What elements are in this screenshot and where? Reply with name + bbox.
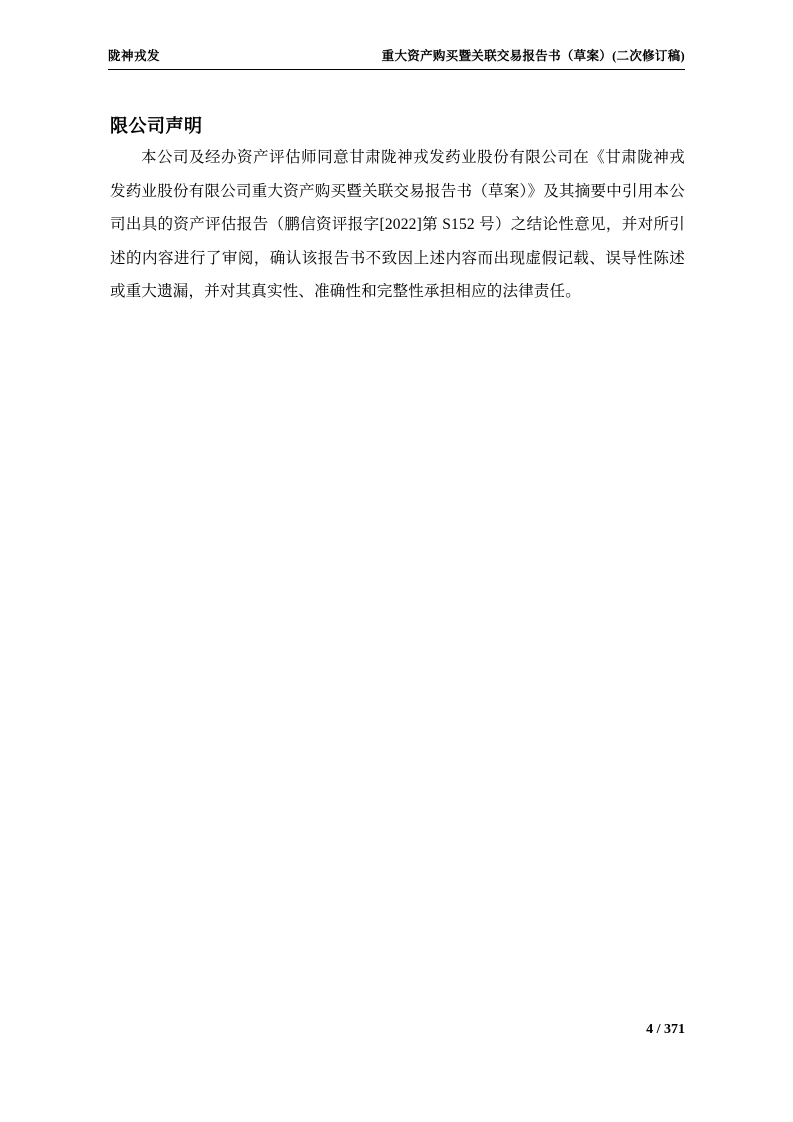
header-document-title: 重大资产购买暨关联交易报告书（草案）(二次修订稿) [381, 49, 685, 63]
page-header [108, 46, 685, 70]
body-content [110, 141, 685, 309]
section-heading: 限公司声明 [110, 116, 203, 137]
header-company-name: 陇神戎发 [108, 49, 161, 63]
declaration-paragraph: 本公司及经办资产评估师同意甘肃陇神戎发药业股份有限公司在《甘肃陇神戎发药业股份有限公司重大资产购买暨关联交易报告书（草案）》及其摘要中引用本公司出具的资产评估报告（鹏信资评报字[2022]第 S152 号）之结论性意见，并对所引述的内容进行了审阅，确认该报告书不致因上述内容而出现虚假记载、误导性陈述或重大遗漏，并对其真实性、准确性和完整性承担相应的法律责任。 [110, 149, 685, 300]
page-number: 4 / 371 [646, 1022, 685, 1037]
